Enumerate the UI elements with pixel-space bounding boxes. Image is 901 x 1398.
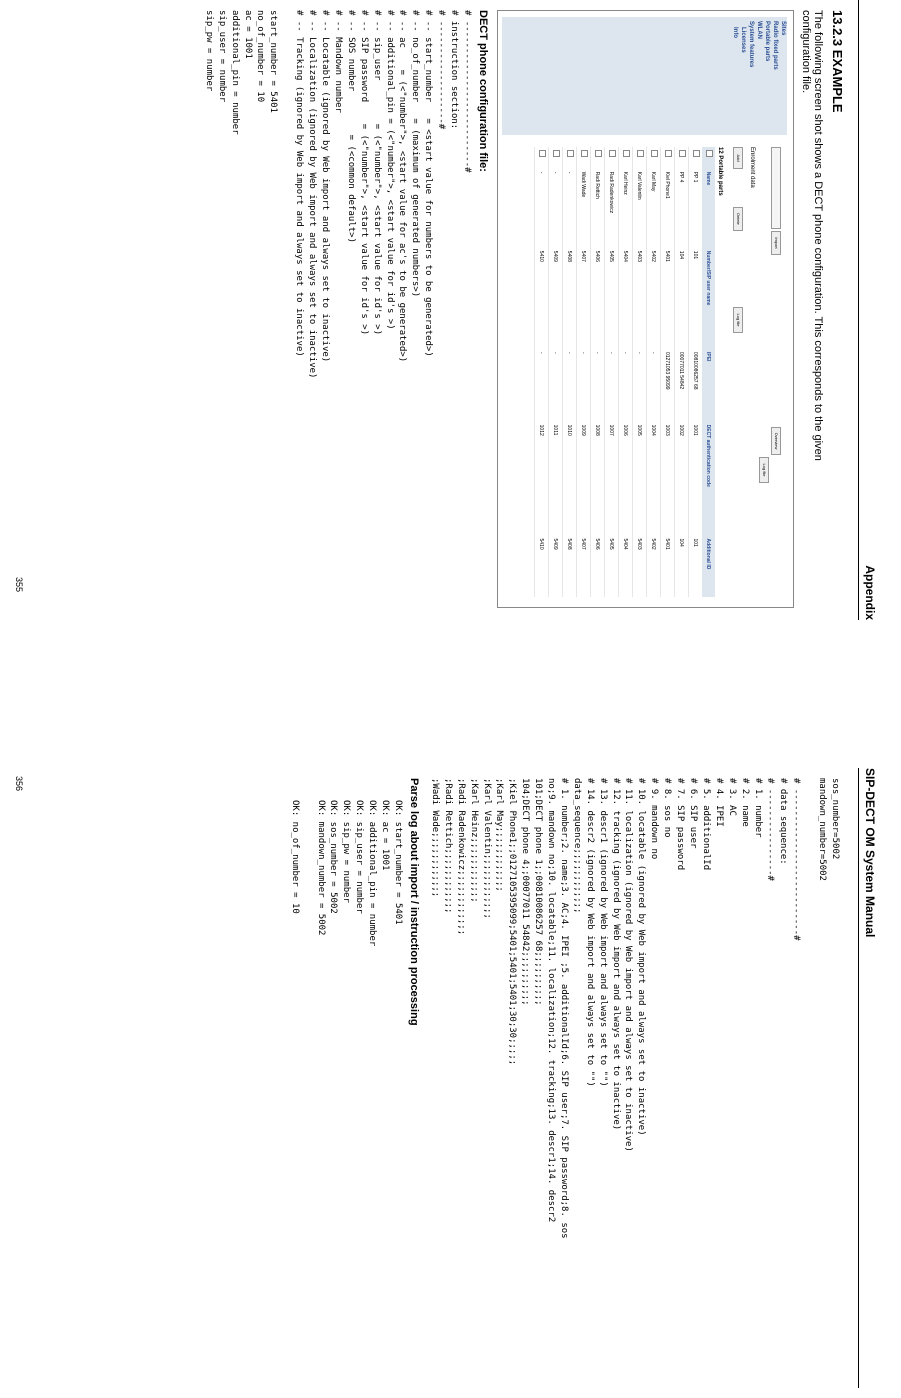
table-cell: Karl May [647, 169, 661, 248]
page-content [202, 10, 851, 620]
table-cell: - [549, 349, 563, 422]
table-cell: - [577, 349, 591, 422]
nav-item: Licenses [740, 27, 746, 53]
table-cell: 5403 [633, 536, 647, 598]
table-cell: 104 [675, 248, 689, 349]
table-cell: 5407 [577, 248, 591, 349]
page-number: 356 [14, 776, 24, 792]
table-cell: 5405 [605, 248, 619, 349]
table-cell: - [647, 349, 661, 422]
table-cell: Radi Rettich [591, 169, 605, 248]
table-cell: 5401 [661, 248, 675, 349]
import-field [771, 147, 781, 229]
table-row [633, 147, 647, 597]
table-cell: 5402 [647, 248, 661, 349]
page-number: 355 [14, 576, 24, 592]
column-header: IPEI [702, 349, 715, 422]
column-header: DECT authentication code [702, 422, 715, 536]
row-checkbox [605, 147, 619, 169]
table-cell: 1005 [633, 422, 647, 536]
column-header: Number/SIP user name [702, 248, 715, 349]
table-cell: 5410 [535, 536, 549, 598]
table-row [549, 147, 563, 597]
table-cell: - [535, 349, 549, 422]
table-cell: 1007 [605, 422, 619, 536]
row-checkbox [647, 147, 661, 169]
table-cell: 101 [689, 248, 703, 349]
table-cell: 5406 [591, 536, 605, 598]
table-cell: 5408 [563, 248, 577, 349]
table-cell: 1008 [591, 422, 605, 536]
header-title: Appendix [863, 565, 877, 620]
table-cell: - [549, 169, 563, 248]
table-row [605, 147, 619, 597]
page-header [858, 768, 883, 1388]
table-cell: 1012 [535, 422, 549, 536]
table-cell: 1003 [661, 422, 675, 536]
overview-button: Overview [771, 427, 781, 455]
table-row [619, 147, 633, 597]
add-button: Add [733, 147, 743, 169]
column-header: Name [702, 169, 715, 248]
row-checkbox [689, 147, 703, 169]
table-cell: - [605, 349, 619, 422]
nav-item: Info [732, 27, 738, 38]
row-checkbox [535, 147, 549, 169]
column-header: Additional ID [702, 536, 715, 598]
data-sequence-text: sos_number=5002 mandown_number=5002 # ---------------------------# # data sequence: # ----------------# # 1. number # 2. name # 3. AC # 4. IPEI # 5. additionalId # 6. SIP user # 7. SIP password # 8. sos no # 9. mandown no # 10. locatable (ignored by Web import and always set to inactive) # 11. localization (ignored by Web import and always set to inactive) # 12. tracking (ignored by Web import and always set to inactive) # 13. descr1 (ignored by Web import and always set to "") # 14. descr2 (ignored by Web import and always set to "") data_sequence;;;;;;;;;;;; # 1. number;2. name;3. AC;4. IPEI ;5. additionalId;6. SIP user;7. SIP password;8. sos no;9. mandown no;10. locatable;11. localization;12. tracking;13. descr1;14. descr2 101;DECT phone 1;;00810086257 68;;;;;;;;;; 104;DECT phone 4;;00077011 54842;;;;;;;;;; ;Kiel Phone1;;0127105395099;5401;5401;5401;30;30;;;;; ;Karl May;;;;;;;;;;;; ;Karl Valentin;;;;;;;;;;;; ;Karl Heinz;;;;;;;;;;;; ;Radi Radenkowicz;;;;;;;;;;;; ;Radi Rettich;;;;;;;;;;;; ;Wadi Wade;;;;;;;;;;;; [429, 778, 840, 1239]
page-header [858, 0, 883, 620]
delete-button: Delete [733, 207, 743, 231]
table-row [577, 147, 591, 597]
table-cell: 1001 [689, 422, 703, 536]
table-cell: 101 [689, 536, 703, 598]
table-cell: 5404 [619, 248, 633, 349]
table-cell: 5401 [661, 536, 675, 598]
table-cell: 5410 [535, 248, 549, 349]
table-cell: 1009 [577, 422, 591, 536]
table-cell: - [563, 349, 577, 422]
table-cell: Karl Valentin [633, 169, 647, 248]
table-cell: 00810086257 68 [689, 349, 703, 422]
nav-item: WLAN [756, 21, 762, 39]
table-title: 12 Portable parts [717, 147, 723, 196]
screenshot-main [502, 137, 787, 601]
page-356 [0, 768, 901, 1398]
page-content [288, 778, 841, 1388]
page-355 [0, 0, 901, 630]
table-cell: 1010 [563, 422, 577, 536]
table-cell: Wadi Wade [577, 169, 591, 248]
table-cell: 00077011 54842 [675, 349, 689, 422]
row-controls [725, 147, 747, 567]
table-cell: 5407 [577, 536, 591, 598]
table-cell: 1006 [619, 422, 633, 536]
table-cell: - [535, 169, 549, 248]
nav-panel [502, 17, 787, 135]
config-heading: DECT phone configuration file: [477, 10, 489, 172]
table-cell: Radi Radenkowicz [605, 169, 619, 248]
nav-item: Radio fixed parts [772, 21, 778, 70]
row-checkbox [675, 147, 689, 169]
row-checkbox [577, 147, 591, 169]
table-cell: 5403 [633, 248, 647, 349]
import-button: Import [771, 231, 781, 255]
select-all-checkbox [702, 147, 715, 169]
table-cell: 1002 [675, 422, 689, 536]
table-row [535, 147, 549, 597]
table-cell: 5404 [619, 536, 633, 598]
top-controls [755, 147, 781, 587]
row-checkbox [591, 147, 605, 169]
table-cell: 1004 [647, 422, 661, 536]
table-cell: 5405 [605, 536, 619, 598]
table-cell: - [563, 169, 577, 248]
nav-item: Sites [780, 21, 786, 36]
row-checkbox [633, 147, 647, 169]
config-text: # ---------------------------# # instruction section: # -------------------# # -- start_number = <start value for numbers to be generated>) # -- no_of_number = (maximum of generated numbers>) # -- ac = (<"number">, <start value for ac's to be generated>) # -- additional_pin = (<"number">, <start value for id's >) # -- sip_user = (<"number">, <start value for id's >) # -- SIP password = (<"number">, <start value for id's >) # -- SOS number = (<common default>) # -- Mandown number # -- Locatable (ignored by Web import and always set to inactive) # -- Localization (ignored by Web import and always set to inactive) # -- Tracking (ignored by Web import and always set to inactive) start_number = 5401 no_of_number = 10 ac = 1001 additional_pin = number sip_user = number sip_pw = number [203, 10, 472, 379]
table-cell: - [591, 349, 605, 422]
table-row [563, 147, 577, 597]
table-row [689, 147, 703, 597]
section-title: 13.2.3 EXAMPLE [830, 10, 845, 113]
table-row [661, 147, 675, 597]
header-title: SIP-DECT OM System Manual [863, 768, 877, 938]
nav-item: System features [748, 21, 754, 68]
table-cell: 5406 [591, 248, 605, 349]
table-cell: - [619, 349, 633, 422]
screenshot-figure [497, 10, 794, 608]
table-cell: Karl Heinz [619, 169, 633, 248]
logfile2-button: Log file [733, 307, 743, 333]
table-row [591, 147, 605, 597]
parse-log-heading: Parse log about import / instruction processing [408, 778, 420, 1026]
table-cell: 104 [675, 536, 689, 598]
portable-parts-table [534, 147, 715, 597]
table-cell: Kiel Phone1 [661, 169, 675, 248]
enrolment-label: Enrolment data [749, 147, 755, 188]
table-cell: 1011 [549, 422, 563, 536]
logfile-button: Log file [759, 457, 769, 483]
table-row [675, 147, 689, 597]
intro-paragraph: The following screen shot shows a DECT phone configuration. This corresponds to the given configuration file. [800, 10, 824, 461]
table-cell: PP 4 [675, 169, 689, 248]
table-row [647, 147, 661, 597]
table-cell: PP 1 [689, 169, 703, 248]
table-cell: 01271053 95099 [661, 349, 675, 422]
nav-item: Portable parts [764, 21, 770, 62]
table-cell: - [633, 349, 647, 422]
row-checkbox [619, 147, 633, 169]
parse-log-text: OK: start_number = 5401 OK: ac = 1001 OK: additional_pin = number OK: sip_user = number OK: sip_pw = number OK: sos_number = 5002 OK: mandown_number = 5002 OK: no_of_number = 10 [289, 800, 403, 947]
table-cell: 5408 [563, 536, 577, 598]
table-cell: 5409 [549, 536, 563, 598]
row-checkbox [549, 147, 563, 169]
row-checkbox [563, 147, 577, 169]
row-checkbox [661, 147, 675, 169]
table-cell: 5409 [549, 248, 563, 349]
table-cell: 5402 [647, 536, 661, 598]
